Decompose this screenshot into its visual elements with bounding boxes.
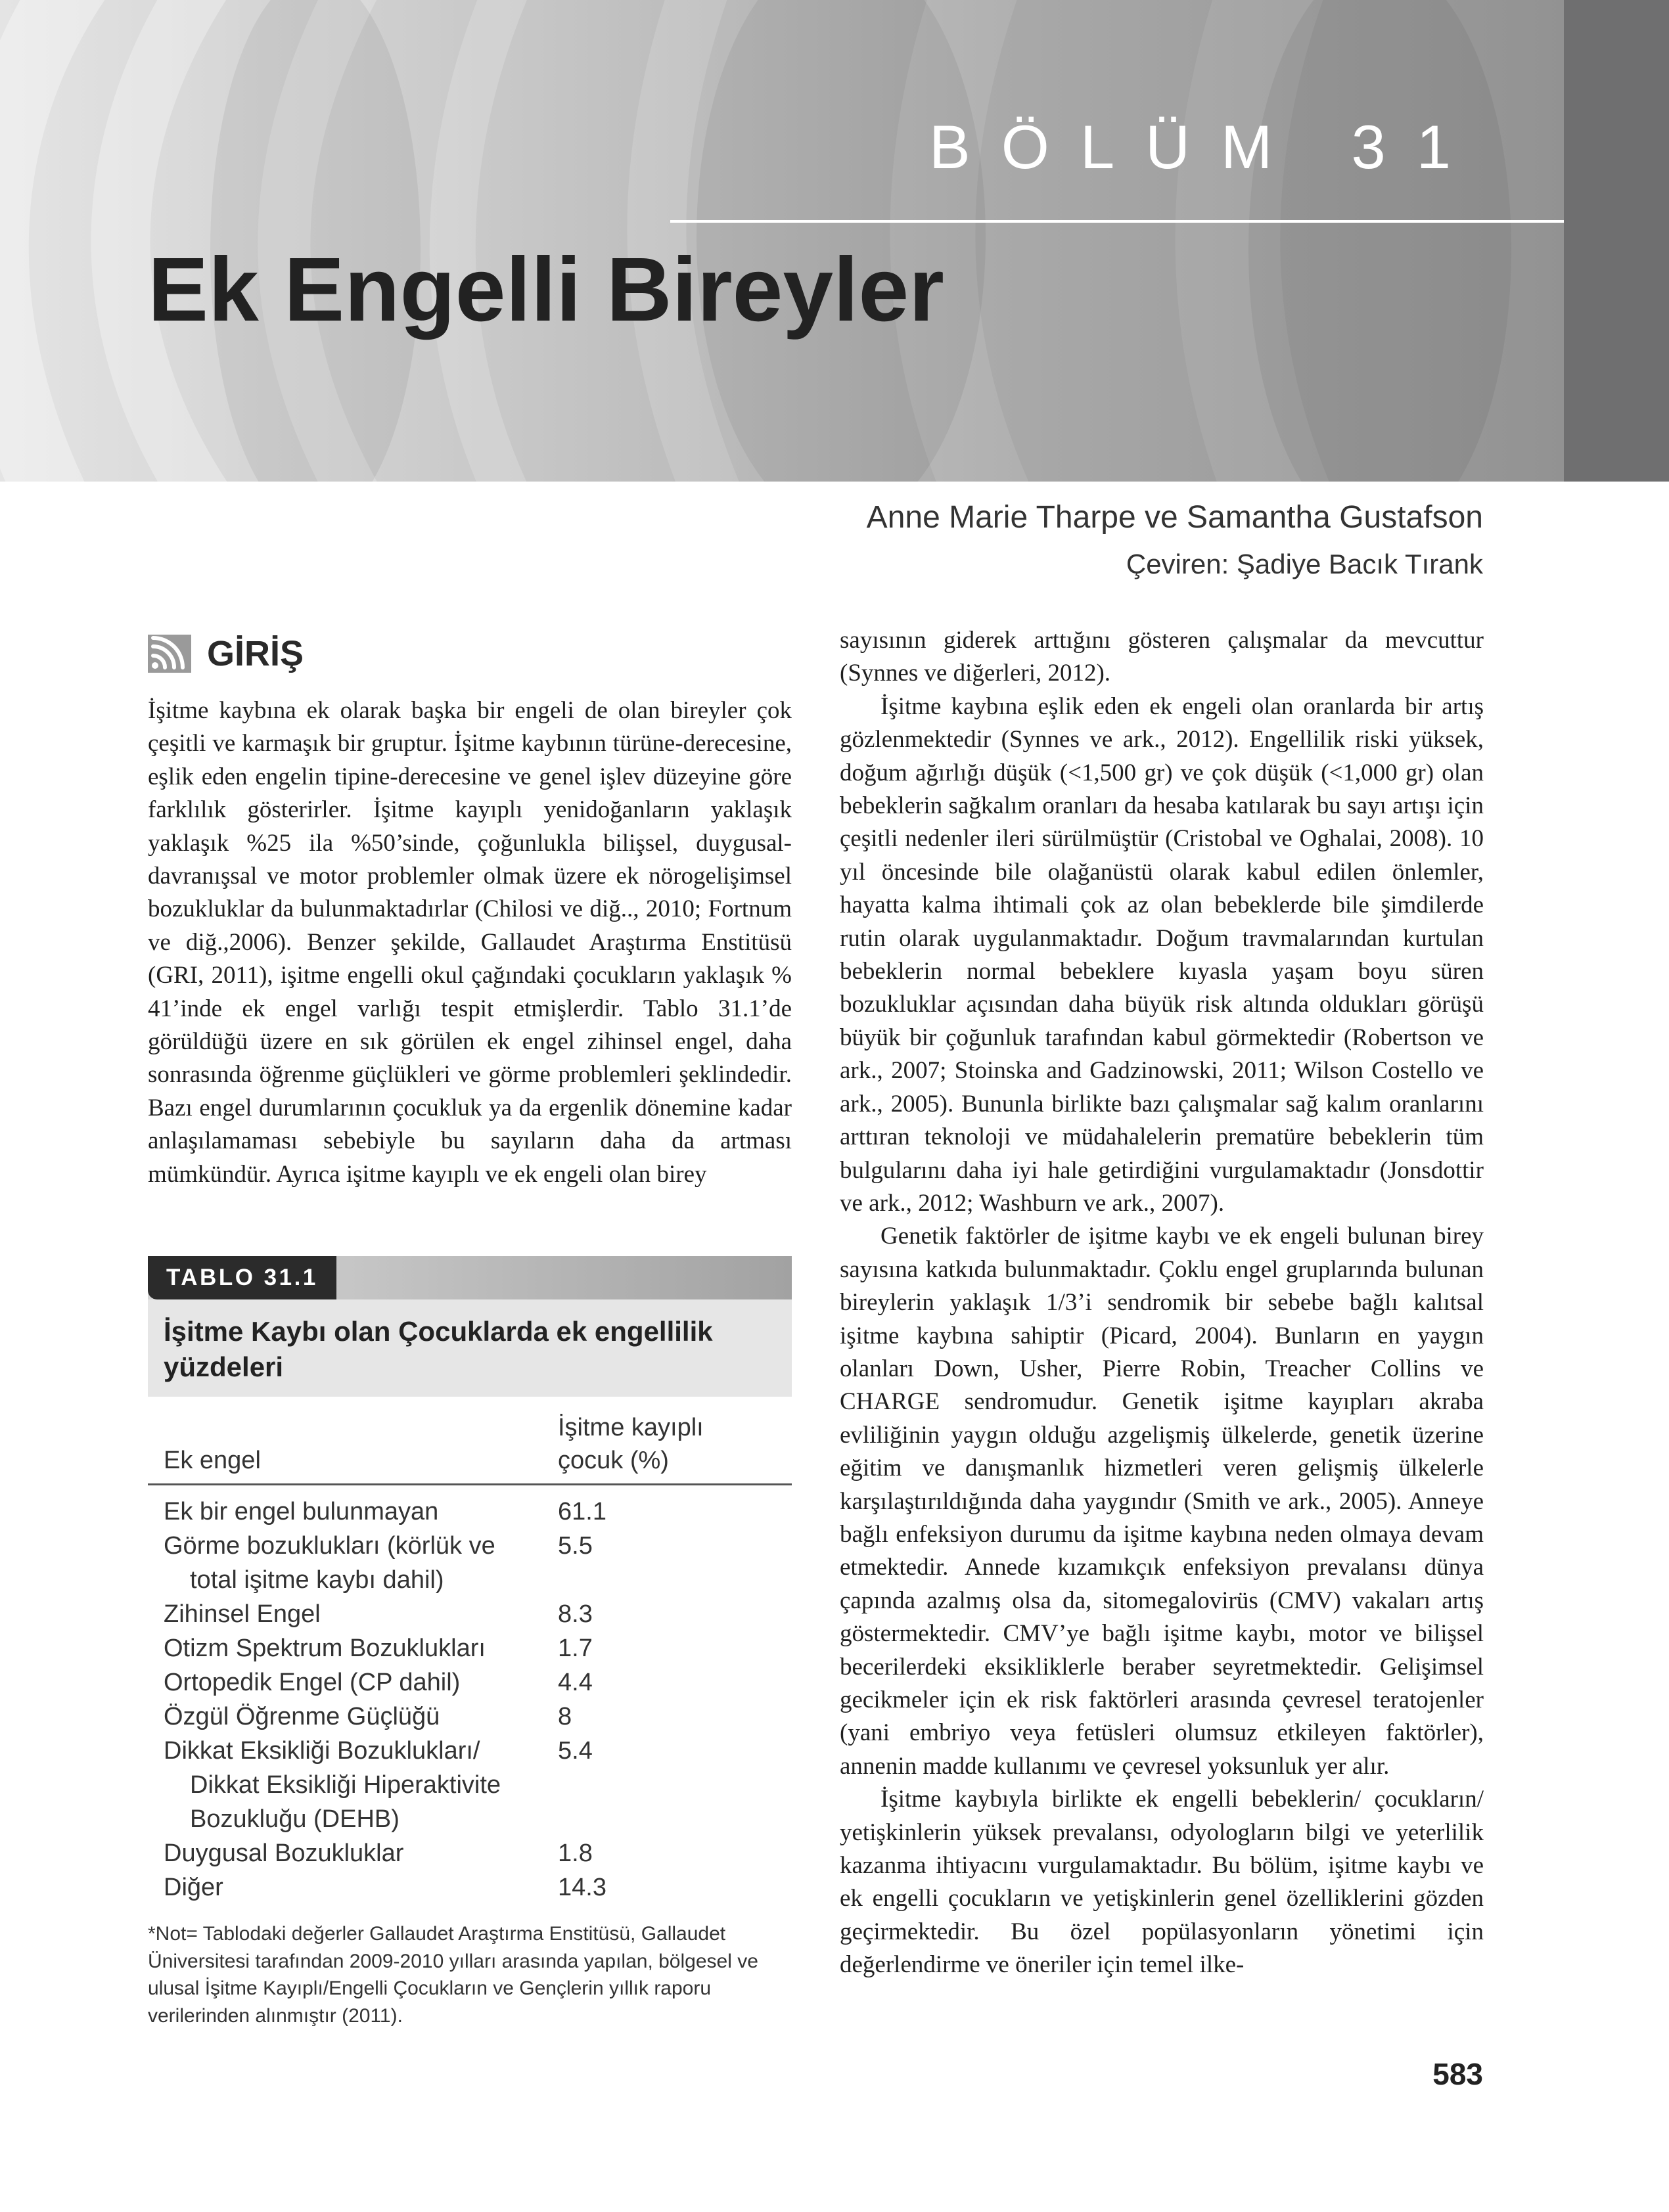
table-31-1 bbox=[148, 1256, 792, 2029]
column-header-disability: Ek engel bbox=[148, 1397, 558, 1485]
row-value: 8 bbox=[558, 1703, 572, 1730]
row-label bbox=[148, 1836, 558, 1870]
translator-credit: Çeviren: Şadiye Bacık Tırank bbox=[1126, 549, 1483, 579]
row-value: 14.3 bbox=[558, 1874, 606, 1901]
row-label bbox=[148, 1485, 558, 1529]
chapter-label: BÖLÜM 31 bbox=[929, 112, 1482, 181]
section-title: GİRİŞ bbox=[207, 634, 304, 673]
table-label: TABLO 31.1 bbox=[148, 1256, 336, 1299]
row-label-line: Özgül Öğrenme Güçlüğü bbox=[164, 1703, 440, 1730]
row-label-line: Görme bozuklukları (körlük ve bbox=[164, 1532, 495, 1560]
row-label-line: Zihinsel Engel bbox=[164, 1600, 321, 1628]
right-column bbox=[840, 624, 1484, 1982]
row-value: 1.8 bbox=[558, 1840, 593, 1867]
row-value: 5.4 bbox=[558, 1737, 593, 1765]
disability-table bbox=[148, 1397, 792, 1905]
table-row bbox=[148, 1700, 792, 1734]
table-row bbox=[148, 1631, 792, 1665]
body-paragraph: İşitme kaybına eşlik eden ek engeli olan oranlarda bir artış gözlenmektedir (Synnes ve ark., 2012). Engellilik riski yüksek, doğum ağırlığı düşük (<1,500 gr) ve çok düşük (<1,000 gr) olan bebeklerin sağkalım oranları da hesaba katılarak bu sayı artışı için çeşitli nedenler ileri sürülmüştür (Cristobal ve Oghalai, 2008). 10 yıl öncesinde bile olağanüstü olarak kabul edilen önlemler, hayatta kalma ihtimali çok az olan bebeklerde bile şimdilerde rutin olarak uygulanmaktadır. Doğum travmalarından kurtulan bebeklerin normal bebeklere kıyasla yaşam boyu süren bozukluklar açısından daha büyük risk altında oldukları görüşü büyük bir çoğunluk tarafından kabul görmektedir (Robertson ve ark., 2007; Stoinska and Gadzinowski, 2011; Wilson Costello ve ark., 2005). Bununla birlikte bazı çalışmalar sağ kalım oranlarını arttıran teknoloji ve müdahalelerin prematüre bebeklerin tüm bulgularını daha iyi hale getirdiğini vurgulamaktadır (Jonsdottir ve ark., 2012; Washburn ve ark., 2007). bbox=[840, 692, 1484, 1217]
row-value: 61.1 bbox=[558, 1498, 606, 1525]
banner-divider bbox=[670, 220, 1564, 223]
author-names: Anne Marie Tharpe ve Samantha Gustafson bbox=[866, 500, 1483, 535]
row-label-line: total işitme kaybı dahil) bbox=[190, 1566, 444, 1594]
row-label bbox=[148, 1700, 558, 1734]
row-value: 5.5 bbox=[558, 1532, 593, 1560]
banner-dark-strip bbox=[1564, 0, 1669, 482]
row-label-line: Dikkat Eksikliği Hiperaktivite bbox=[190, 1771, 501, 1799]
signal-waves-icon bbox=[148, 635, 191, 673]
row-value: 1.7 bbox=[558, 1635, 593, 1662]
body-paragraph: Genetik faktörler de işitme kaybı ve ek engeli bulunan birey sayısına katkıda bulunmaktadır. Çoklu engel gruplarında bulunan bireylerin yaklaşık 1/3’i sendromik bir sebebe bağlı kalıtsal işitme kaybına sahiptir (Picard, 2004). Bunların en yaygın olanları Down, Usher, Pierre Robin, Treacher Collins ve CHARGE sendromudur. Genetik işitme kayıpları akraba evliliğinin yaygın olduğu azgelişmiş ülkelerde, genetik üzerine eğitim ve danışmanlık hizmetleri veren gelişmiş ülkelerle karşılaştırıldığında daha yaygındır (Smith ve ark., 2005). Anneye bağlı enfeksiyon durumu da işitme kaybına neden olmaya devam etmektedir. Annede kızamıkçık enfeksiyon prevalansı dünya çapında azalmış olsa da, sitomegalovirüs (CMV) vakaları artış göstermektedir. CMV’ye bağlı işitme kaybı, motor ve bilişsel becerilerdeki eksikliklerle beraber seyretmektedir. Gelişimsel gecikmeler için ek risk faktörleri arasında çevresel teratojenler (yani embriyo veya fetüsleri olumsuz etkileyen faktörler), annenin madde kullanımı ve çevresel yoksunluk yer alır. bbox=[840, 1223, 1484, 1780]
table-row bbox=[148, 1665, 792, 1700]
body-paragraph: İşitme kaybıyla birlikte ek engelli bebeklerin/ çocukların/ yetişkinlerin yüksek prevalansı, odyologların bilgi ve yeterlilik kazanma ihtiyacını vurgulamaktadır. Bu bölüm, işitme kaybı ve ek engelli çocukların ve yetişkinlerin genel özelliklerini gözden geçirmektedir. Bu özel popülasyonların yönetimi için değerlendirme ve öneriler için temel ilke- bbox=[840, 1786, 1484, 1979]
row-label bbox=[148, 1870, 558, 1905]
table-row bbox=[148, 1870, 792, 1905]
row-label-line: Ortopedik Engel (CP dahil) bbox=[164, 1669, 461, 1696]
table-row bbox=[148, 1485, 792, 1529]
row-label bbox=[148, 1597, 558, 1631]
page-number: 583 bbox=[1432, 2057, 1483, 2091]
row-label-line: Dikkat Eksikliği Bozuklukları/ bbox=[164, 1737, 480, 1765]
row-label bbox=[148, 1529, 558, 1597]
column-header-percent-line2: çocuk (%) bbox=[558, 1447, 669, 1474]
row-label bbox=[148, 1734, 558, 1836]
table-tab-bar bbox=[148, 1256, 792, 1299]
row-label-line: Ek bir engel bulunmayan bbox=[164, 1498, 439, 1525]
body-paragraph: sayısının giderek arttığını gösteren çalışmalar da mevcuttur (Synnes ve diğerleri, 2012). bbox=[840, 627, 1484, 687]
table-caption: İşitme Kaybı olan Çocuklarda ek engellilik yüzdeleri bbox=[148, 1299, 792, 1397]
section-heading bbox=[148, 627, 792, 680]
row-label-line: Otizm Spektrum Bozuklukları bbox=[164, 1635, 486, 1662]
table-row bbox=[148, 1734, 792, 1836]
table-footnote: *Not= Tablodaki değerler Gallaudet Araştırma Enstitüsü, Gallaudet Üniversitesi tarafından 2009-2010 yılları arasında yapılan, bölgesel ve ulusal İşitme Kayıplı/Engelli Çocukların ve Gençlerin yıllık raporu verilerinden alınmıştır (2011). bbox=[148, 1923, 758, 2027]
row-value: 8.3 bbox=[558, 1600, 593, 1628]
row-label bbox=[148, 1665, 558, 1700]
intro-paragraph: İşitme kaybına ek olarak başka bir engeli de olan bireyler çok çeşitli ve karmaşık bir gruptur. İşitme kaybının türüne-derecesine, eşlik eden engelin tipine-derecesine ve genel işlev düzeyine göre farklılık gösterirler. İşitme kayıplı yenidoğanların yaklaşık yaklaşık %25 ila %50’sinde, çoğunlukla bilişsel, duygusal-davranışsal ve motor problemler olmak üzere ek nörogelişimsel bozukluklar da bulunmaktadırlar (Chilosi ve diğ.., 2010; Fortnum ve diğ.,2006). Benzer şekilde, Gallaudet Araştırma Enstitüsü (GRI, 2011), işitme engelli okul çağındaki çocukların yaklaşık % 41’inde ek engel varlığı tespit etmişlerdir. Tablo 31.1’de görüldüğü üzere en sık görülen ek engel zihinsel engel, daha sonrasında öğrenme güçlükleri ve görme problemleri şeklindedir. Bazı engel durumlarının çocukluk ya da ergenlik dönemine kadar anlaşılamaması sebebiyle bu sayıların daha da artması mümkündür. Ayrıca işitme kayıplı ve ek engeli olan birey bbox=[148, 697, 792, 1188]
table-header-row bbox=[148, 1397, 792, 1485]
row-label-line: Bozukluğu (DEHB) bbox=[190, 1805, 400, 1833]
row-label bbox=[148, 1631, 558, 1665]
row-value: 4.4 bbox=[558, 1669, 593, 1696]
table-row bbox=[148, 1836, 792, 1870]
table-row bbox=[148, 1597, 792, 1631]
column-header-percent bbox=[558, 1397, 792, 1485]
table-row bbox=[148, 1529, 792, 1597]
chapter-title: Ek Engelli Bireyler bbox=[148, 239, 944, 340]
row-label-line: Duygusal Bozukluklar bbox=[164, 1840, 404, 1867]
column-header-percent-line1: İşitme kayıplı bbox=[558, 1414, 704, 1441]
chapter-banner bbox=[0, 0, 1669, 482]
row-label-line: Diğer bbox=[164, 1874, 223, 1901]
left-column bbox=[148, 627, 792, 1191]
